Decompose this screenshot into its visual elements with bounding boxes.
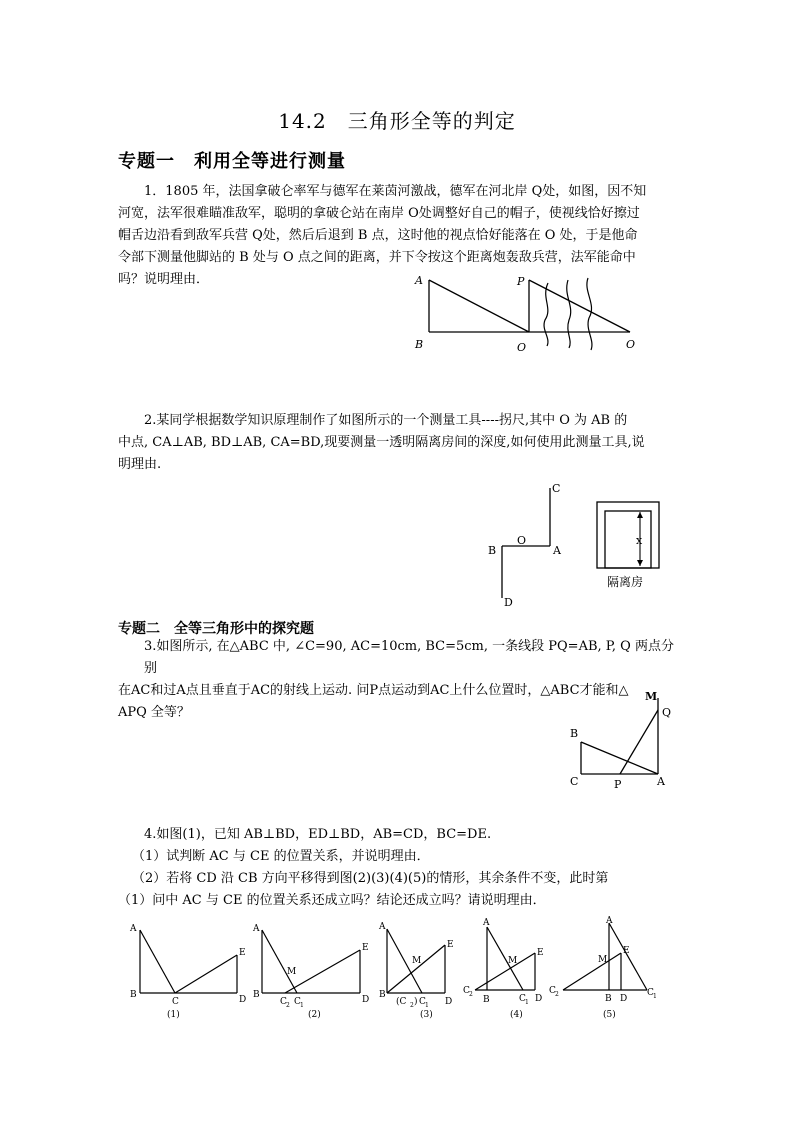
svg-text:A: A: [130, 924, 137, 934]
svg-text:D: D: [535, 994, 543, 1004]
svg-text:B: B: [130, 990, 137, 1000]
q4-line-4: （1）问中 AC 与 CE 的位置关系还成立吗？结论还成立吗？请说明理由．: [118, 893, 546, 908]
svg-text:B: B: [483, 995, 490, 1005]
figure-carpenter-square: [480, 478, 580, 613]
svg-text:1: 1: [525, 999, 529, 1006]
svg-text:C: C: [280, 997, 287, 1007]
fig2-label-b: B: [488, 544, 497, 557]
svg-text:D: D: [620, 994, 628, 1004]
fig4-caption-2: (2): [308, 1010, 321, 1020]
fig1-label-a: A: [415, 274, 423, 287]
svg-text:C: C: [419, 997, 426, 1007]
figure-translations: [125, 915, 670, 1025]
svg-text:1: 1: [425, 1002, 429, 1009]
q2-line-3: 明理由.: [118, 457, 162, 472]
svg-text:C: C: [172, 997, 179, 1007]
fig3-label-q: Q: [662, 706, 672, 719]
fig4-caption-1: (1): [167, 1010, 180, 1020]
fig3-label-c: C: [570, 775, 579, 788]
svg-text:C: C: [647, 988, 654, 998]
fig4-caption-4: (4): [510, 1010, 523, 1020]
fig4-caption-3: (3): [420, 1010, 433, 1020]
question-4: [118, 824, 688, 912]
fig4-panel-2: [252, 924, 369, 1020]
question-2: [118, 410, 678, 476]
section-heading-2: 专题二 全等三角形中的探究题: [118, 621, 314, 637]
svg-text:B: B: [253, 990, 260, 1000]
svg-text:D: D: [362, 995, 370, 1005]
svg-text:2: 2: [286, 1002, 290, 1009]
q1-line-3: 帽舌边沿看到敌军兵营 Q处，然后后退到 B 点，这时他的视点恰好能落在 O 处，于是他命: [118, 228, 638, 243]
fig2-label-c: C: [552, 482, 561, 495]
arrow-head-up-icon: [637, 512, 643, 518]
svg-text:C: C: [463, 986, 470, 996]
arrow-head-down-icon: [637, 560, 643, 566]
svg-text:C: C: [549, 986, 556, 996]
fig1-label-o1: O: [517, 341, 527, 354]
figure-isolation-room: [592, 498, 667, 592]
depth-label-x: x: [636, 534, 643, 547]
fig4-panel-3: [378, 922, 454, 1020]
fig4-panel-5: [549, 916, 657, 1020]
room-inner-wall: [605, 511, 651, 568]
svg-text:B: B: [605, 994, 612, 1004]
fig1-label-b: B: [415, 338, 424, 351]
svg-text:C: C: [519, 994, 526, 1004]
fig1-river-bank-2: [567, 280, 571, 348]
figure-moving-segment: [565, 690, 680, 790]
fig1-label-p: P: [517, 275, 525, 288]
fig3-label-a: A: [657, 775, 665, 788]
fig2-label-a: A: [553, 544, 561, 557]
q3-line-3: APQ 全等？: [118, 705, 190, 720]
fig1-line-ao: [429, 280, 529, 332]
svg-text:M: M: [508, 956, 518, 966]
q1-line-5: 吗？说明理由．: [118, 272, 210, 287]
fig3-line-ba: [581, 742, 658, 774]
svg-text:2: 2: [555, 991, 559, 998]
svg-text:A: A: [483, 918, 490, 928]
q2-line-1: 2.某同学根据数学知识原理制作了如图所示的一个测量工具----拐尺,其中 O 为 AB 的: [144, 413, 628, 428]
svg-text:M: M: [598, 955, 608, 965]
svg-text:B: B: [379, 990, 386, 1000]
svg-text:D: D: [445, 997, 453, 1007]
svg-text:1: 1: [300, 1002, 304, 1009]
q2-line-2: 中点, CA⊥AB, BD⊥AB, CA=BD,现要测量一透明隔离房间的深度,如何使用此测量工具,说: [118, 435, 645, 450]
svg-text:E: E: [362, 943, 369, 953]
fig1-label-o2: O: [626, 338, 636, 351]
q4-line-3: （2）若将 CD 沿 CB 方向平移得到图(2)(3)(4)(5)的情形，其余条件不变，此时第: [132, 871, 609, 886]
svg-text:2: 2: [469, 991, 473, 998]
svg-text:A: A: [379, 922, 386, 932]
fig2-label-d: D: [504, 596, 513, 609]
fig4-caption-5: (5): [603, 1010, 616, 1020]
svg-text:C: C: [294, 997, 301, 1007]
section-heading-1: 专题一 利用全等进行测量: [118, 151, 346, 172]
q1-line-1: 1．1805 年，法国拿破仑率军与德军在莱茵河激战，德军在河北岸 Q处，如图，因不知: [144, 184, 647, 199]
fig1-river-bank-1: [544, 283, 548, 346]
page-title: 14.2 三角形全等的判定: [278, 109, 516, 133]
fig3-label-b: B: [570, 727, 579, 740]
q1-line-4: 令部下测量他脚站的 B 处与 O 点之间的距离，并下令按这个距离炮轰敌兵营，法军能命中: [118, 250, 636, 265]
fig4-panel-1: [129, 924, 246, 1020]
svg-text:E: E: [239, 948, 246, 958]
q4-line-1: 4.如图(1)，已知 AB⊥BD，ED⊥BD，AB=CD，BC=DE.: [144, 827, 492, 842]
q3-line-2: 在AC和过A点且垂直于AC的射线上运动. 问P点运动到AC上什么位置时，△ABC才能和△: [118, 683, 629, 698]
svg-text:E: E: [447, 940, 454, 950]
svg-text:(C: (C: [396, 997, 407, 1007]
fig4-panel-4: [463, 918, 544, 1020]
fig3-label-p: P: [614, 778, 622, 790]
svg-text:E: E: [537, 948, 544, 958]
room-outer-wall: [597, 502, 659, 568]
svg-text:A: A: [253, 924, 260, 934]
svg-text:E: E: [623, 946, 630, 956]
svg-text:M: M: [412, 956, 422, 966]
fig3-line-pq: [620, 710, 658, 774]
q3-line-1: 3.如图所示, 在△ABC 中, ∠C=90, AC=10cm, BC=5cm, 一条线段 PQ=AB, P, Q 两点分别: [144, 639, 674, 676]
fig1-river-bank-3: [587, 278, 592, 350]
svg-text:M: M: [287, 967, 297, 977]
svg-text:): ): [414, 997, 418, 1007]
svg-text:A: A: [606, 916, 613, 926]
svg-text:1: 1: [653, 993, 657, 1000]
fig2-label-o: O: [517, 534, 527, 547]
q4-line-2: （1）试判断 AC 与 CE 的位置关系，并说明理由．: [132, 849, 430, 864]
svg-text:2: 2: [410, 1002, 414, 1009]
svg-text:D: D: [239, 995, 247, 1005]
fig3-label-m: M: [645, 690, 658, 703]
figure-napoleon: [405, 268, 650, 360]
room-label: 隔离房: [607, 575, 644, 589]
q1-line-2: 河宽，法军很难瞄准敌军，聪明的拿破仑站在南岸 O处调整好自己的帽子，使视线恰好擦过: [118, 206, 640, 221]
